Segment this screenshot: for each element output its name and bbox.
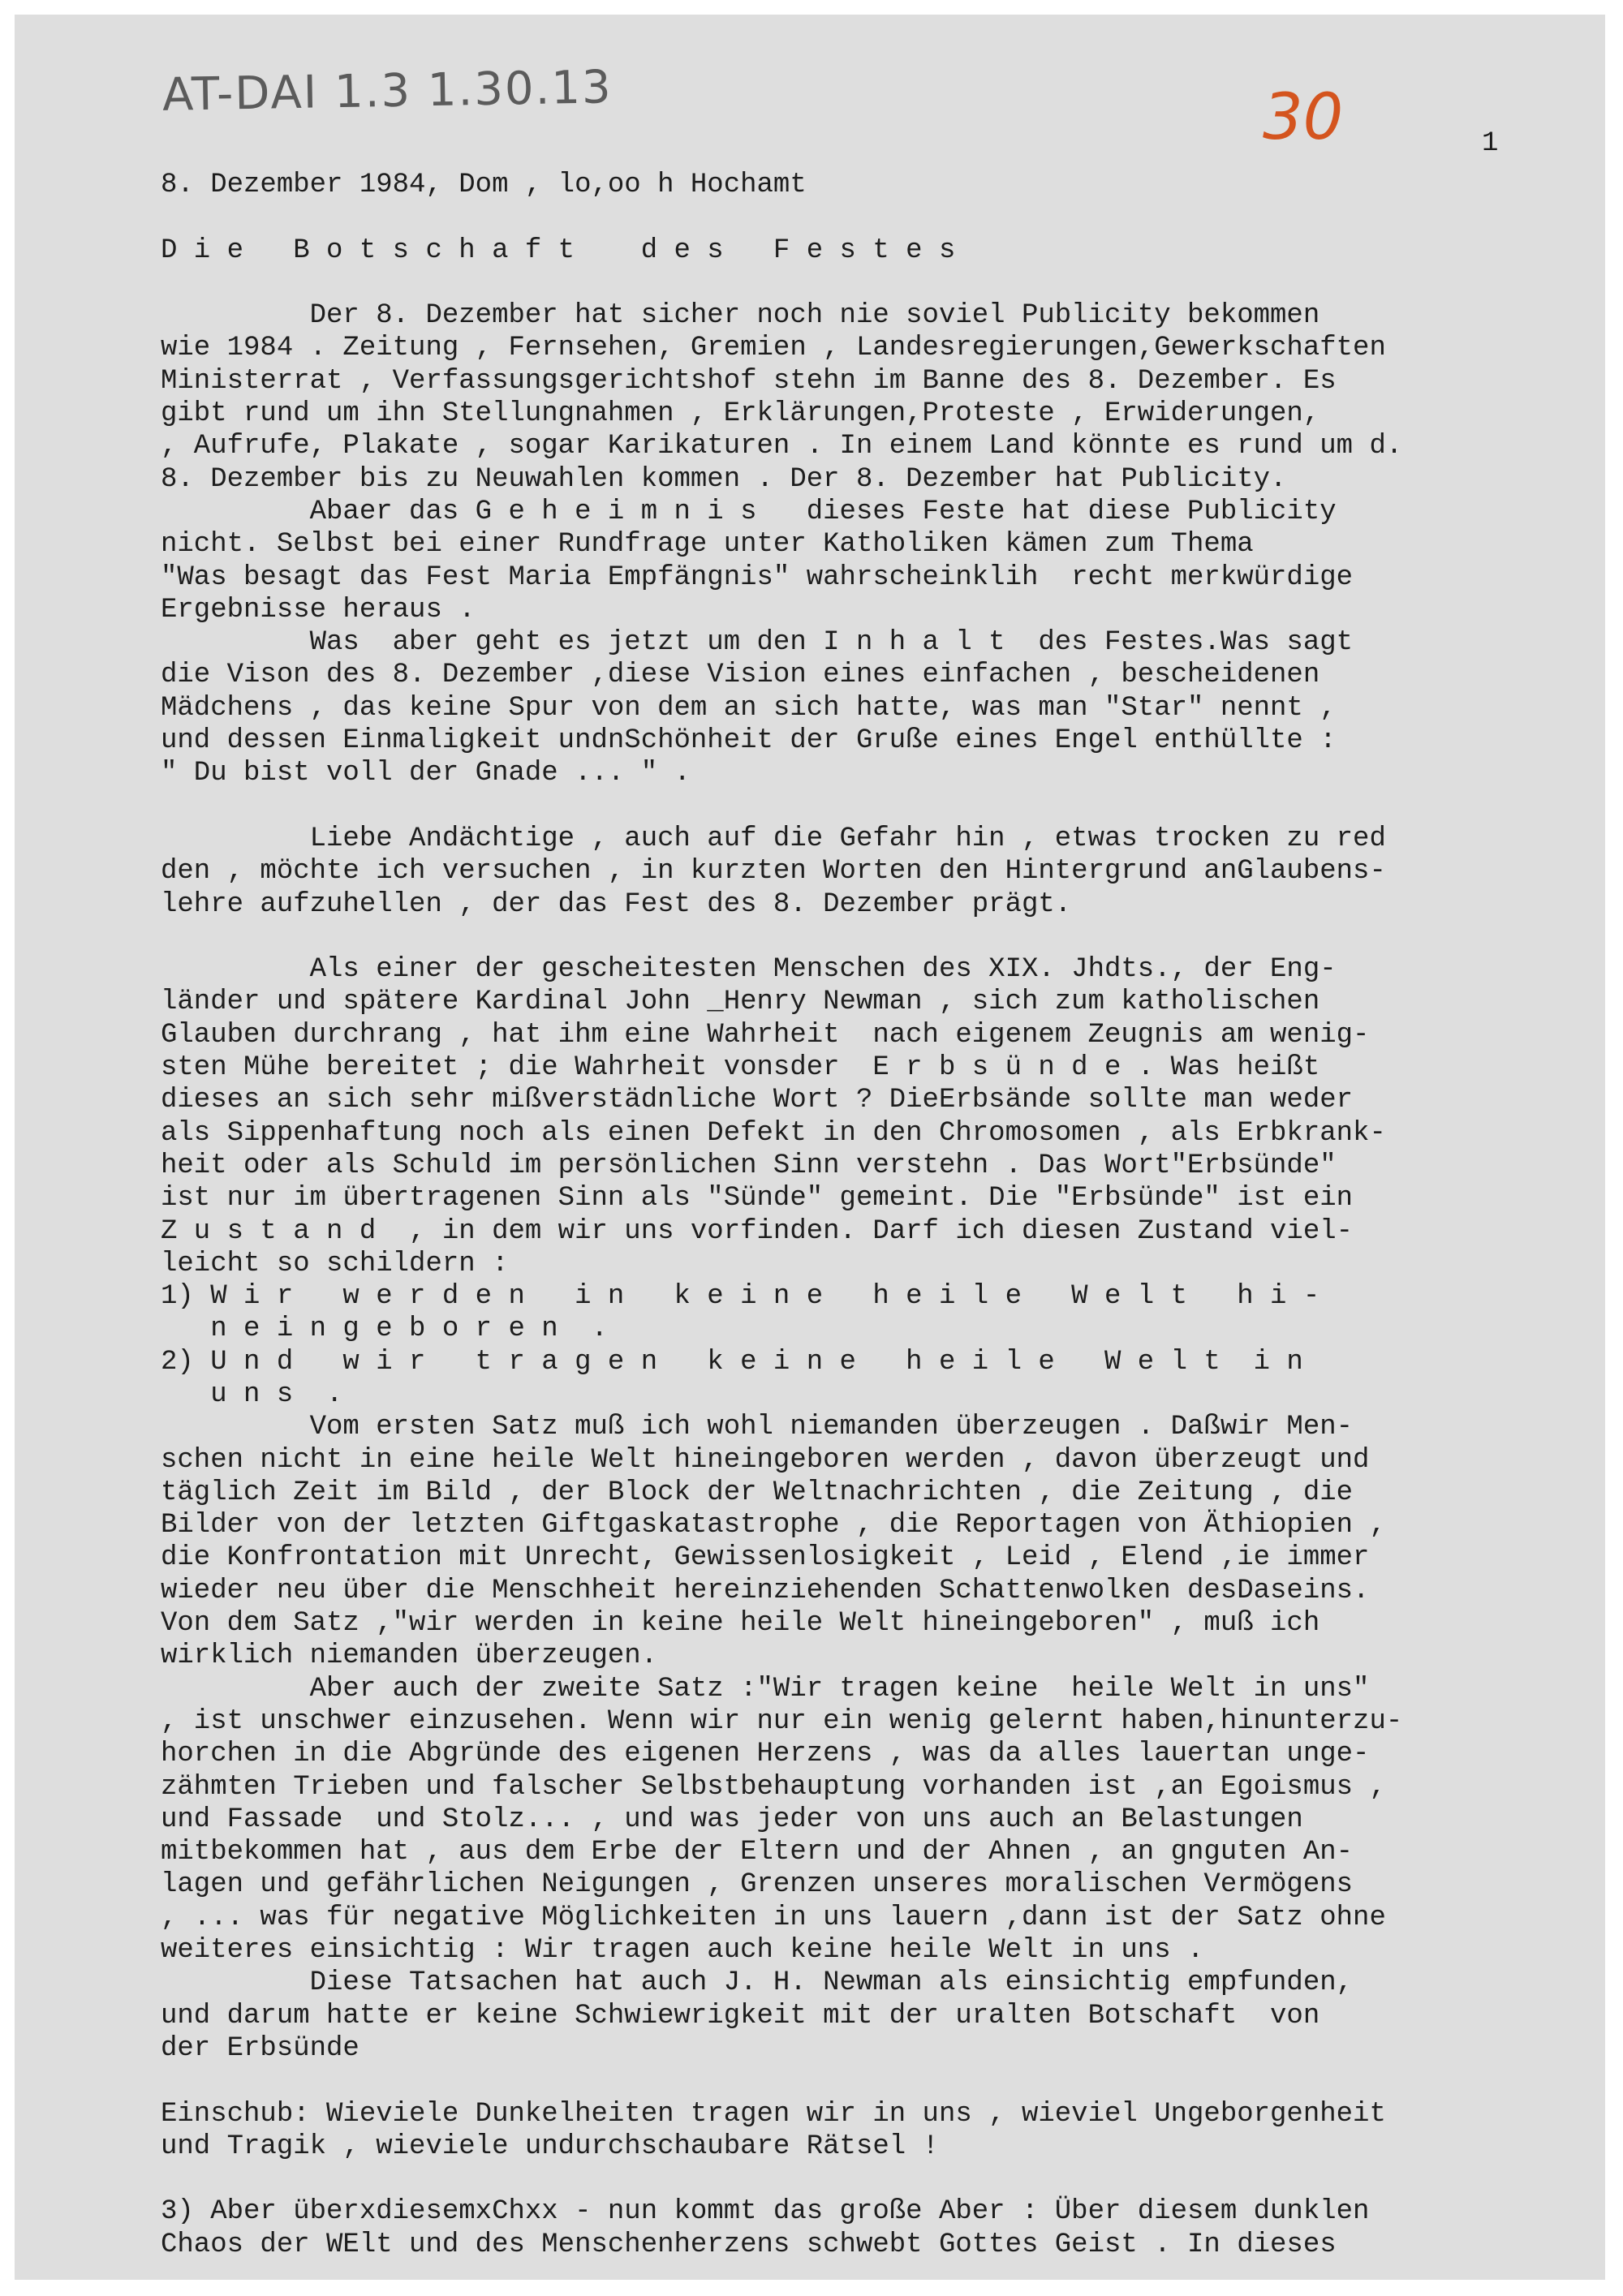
text-line: 8. Dezember bis zu Neuwahlen kommen . Der 8. Dezember hat Publicity. (161, 463, 1287, 495)
text-line: lagen und gefährlichen Neigungen , Grenzen unseres moralischen Vermögens (161, 1869, 1354, 1901)
text-line: , ist unschwer einzusehen. Wenn wir nur ein wenig gelernt haben,hinunterzu- (161, 1705, 1403, 1737)
text-line: Chaos der WElt und des Menschenherzens schwebt Gottes Geist . In dieses (161, 2229, 1337, 2260)
text-line: Einschub: Wieviele Dunkelheiten tragen wir in uns , wieviel Ungeborgenheit (161, 2098, 1386, 2130)
text-line: als Sippenhaftung noch als einen Defekt in den Chromosomen , als Erbkrank- (161, 1117, 1386, 1149)
text-line: Ministerrat , Verfassungsgerichtshof stehn im Banne des 8. Dezember. Es (161, 365, 1337, 397)
text-line: die Vison des 8. Dezember ,diese Vision eines einfachen , bescheidenen (161, 660, 1320, 691)
text-line: Abaer das G e h e i m n i s dieses Feste hat diese Publicity (161, 496, 1337, 527)
text-line: lehre aufzuhellen , der das Fest des 8. Dezember prägt. (161, 888, 1072, 920)
blank-line (161, 921, 1605, 953)
text-line: Aber auch der zweite Satz :"Wir tragen keine heile Welt in uns" (161, 1673, 1370, 1705)
text-line: Bilder von der letzten Giftgaskatastrophe , die Reportagen von Äthiopien , (161, 1510, 1386, 1541)
text-line: und darum hatte er keine Schwiewrigkeit mit der uralten Botschaft von (161, 2000, 1320, 2032)
text-line: wirklich niemanden überzeugen. (161, 1640, 658, 1672)
text-line: weiteres einsichtig : Wir tragen auch keine heile Welt in uns . (161, 1935, 1204, 1967)
text-line: Liebe Andächtige , auch auf die Gefahr hin , etwas trocken zu red (161, 823, 1386, 854)
text-line: Als einer der gescheitesten Menschen des XIX. Jhdts., der Eng- (161, 954, 1337, 986)
text-line: täglich Zeit im Bild , der Block der Weltnachrichten , die Zeitung , die (161, 1477, 1354, 1508)
blank-line (161, 2163, 1605, 2195)
text-line: 2) U n d w i r t r a g e n k e i n e h e i l e W e l t i n (161, 1346, 1303, 1378)
text-line: wieder neu über die Menschheit hereinziehenden Schattenwolken desDaseins. (161, 1575, 1370, 1606)
text-line: horchen in die Abgründe des eigenen Herzens , was da alles lauertan unge- (161, 1739, 1370, 1770)
text-line: die Konfrontation mit Unrecht, Gewissenlosigkeit , Leid , Elend ,ie immer (161, 1542, 1370, 1574)
blank-line (161, 790, 1605, 823)
text-line: Mädchens , das keine Spur von dem an sich hatte, was man "Star" nennt , (161, 692, 1337, 724)
text-line: mitbekommen hat , aus dem Erbe der Eltern und der Ahnen , an gnguten An- (161, 1837, 1354, 1868)
text-line: Vom ersten Satz muß ich wohl niemanden überzeugen . Daßwir Men- (161, 1412, 1354, 1443)
text-line: n e i n g e b o r e n . (161, 1314, 608, 1345)
text-line: gibt rund um ihn Stellungnahmen , Erklärungen,Proteste , Erwiderungen, (161, 398, 1320, 430)
text-line: " Du bist voll der Gnade ... " . (161, 758, 691, 789)
text-line: Glauben durchrang , hat ihm eine Wahrheit nach eigenem Zeugnis am wenig- (161, 1019, 1370, 1051)
text-line: sten Mühe bereitet ; die Wahrheit vonsder E r b s ü n d e . Was heißt (161, 1052, 1320, 1084)
text-line: und dessen Einmaligkeit undnSchönheit der Gruße eines Engel enthüllte : (161, 725, 1337, 757)
text-line: heit oder als Schuld im persönlichen Sinn verstehn . Das Wort"Erbsünde" (161, 1150, 1337, 1181)
text-line: der Erbsünde (161, 2032, 359, 2064)
text-line: Z u s t a n d , in dem wir uns vorfinden. Darf ich diesen Zustand viel- (161, 1215, 1354, 1247)
text-line: 3) Aber überxdiesemxChxx - nun kommt das große Aber : Über diesem dunklen (161, 2196, 1370, 2228)
document-page (15, 15, 1605, 2280)
blank-line (161, 2065, 1605, 2097)
text-line: länder und spätere Kardinal John _Henry Newman , sich zum katholischen (161, 987, 1320, 1018)
text-line: leicht so schildern : (161, 1248, 509, 1279)
text-line: "Was besagt das Fest Maria Empfängnis" wahrscheinklih recht merkwürdige (161, 561, 1354, 593)
text-line: nicht. Selbst bei einer Rundfrage unter Katholiken kämen zum Thema (161, 529, 1254, 561)
text-line: dieses an sich sehr mißverstädnliche Wort ? DieErbsände sollte man weder (161, 1085, 1354, 1116)
text-line: D i e B o t s c h a f t d e s F e s t e s (161, 234, 956, 266)
text-line: ist nur im übertragenen Sinn als "Sünde" gemeint. Die "Erbsünde" ist ein (161, 1183, 1354, 1215)
typewritten-body (161, 169, 1605, 2261)
text-line: 8. Dezember 1984, Dom , lo,oo h Hochamt (161, 170, 807, 200)
text-line: Ergebnisse heraus . (161, 594, 476, 626)
text-line: Von dem Satz ,"wir werden in keine heile Welt hineingeboren" , muß ich (161, 1608, 1320, 1640)
blank-line (161, 267, 1605, 299)
archive-id-stamp: AT-DAI 1.3 1.30.13 (161, 61, 613, 122)
text-line: den , möchte ich versuchen , in kurzten Worten den Hintergrund anGlaubens- (161, 856, 1386, 888)
blank-line (161, 201, 1605, 234)
text-line: und Tragik , wieviele undurchschaubare Rätsel ! (161, 2130, 939, 2162)
handwritten-page-number: 30 (1263, 81, 1344, 154)
text-line: wie 1984 . Zeitung , Fernsehen, Gremien , Landesregierungen,Gewerkschaften (161, 333, 1386, 364)
text-line: zähmten Trieben und falscher Selbstbehauptung vorhanden ist ,an Egoismus , (161, 1771, 1386, 1803)
text-line: 1) W i r w e r d e n i n k e i n e h e i l e W e l t h i - (161, 1281, 1320, 1313)
text-line: , ... was für negative Möglichkeiten in uns lauern ,dann ist der Satz ohne (161, 1902, 1386, 1933)
text-line: , Aufrufe, Plakate , sogar Karikaturen . In einem Land könnte es rund um d. (161, 431, 1403, 462)
typed-page-number: 1 (1482, 128, 1499, 159)
text-line: Der 8. Dezember hat sicher noch nie soviel Publicity bekommen (161, 300, 1320, 332)
text-line: u n s . (161, 1378, 343, 1410)
text-line: Diese Tatsachen hat auch J. H. Newman als einsichtig empfunden, (161, 1967, 1354, 1999)
text-line: schen nicht in eine heile Welt hineingeboren werden , davon überzeugt und (161, 1444, 1370, 1476)
text-line: Was aber geht es jetzt um den I n h a l t des Festes.Was sagt (161, 627, 1354, 659)
text-line: und Fassade und Stolz... , und was jeder von uns auch an Belastungen (161, 1804, 1303, 1835)
